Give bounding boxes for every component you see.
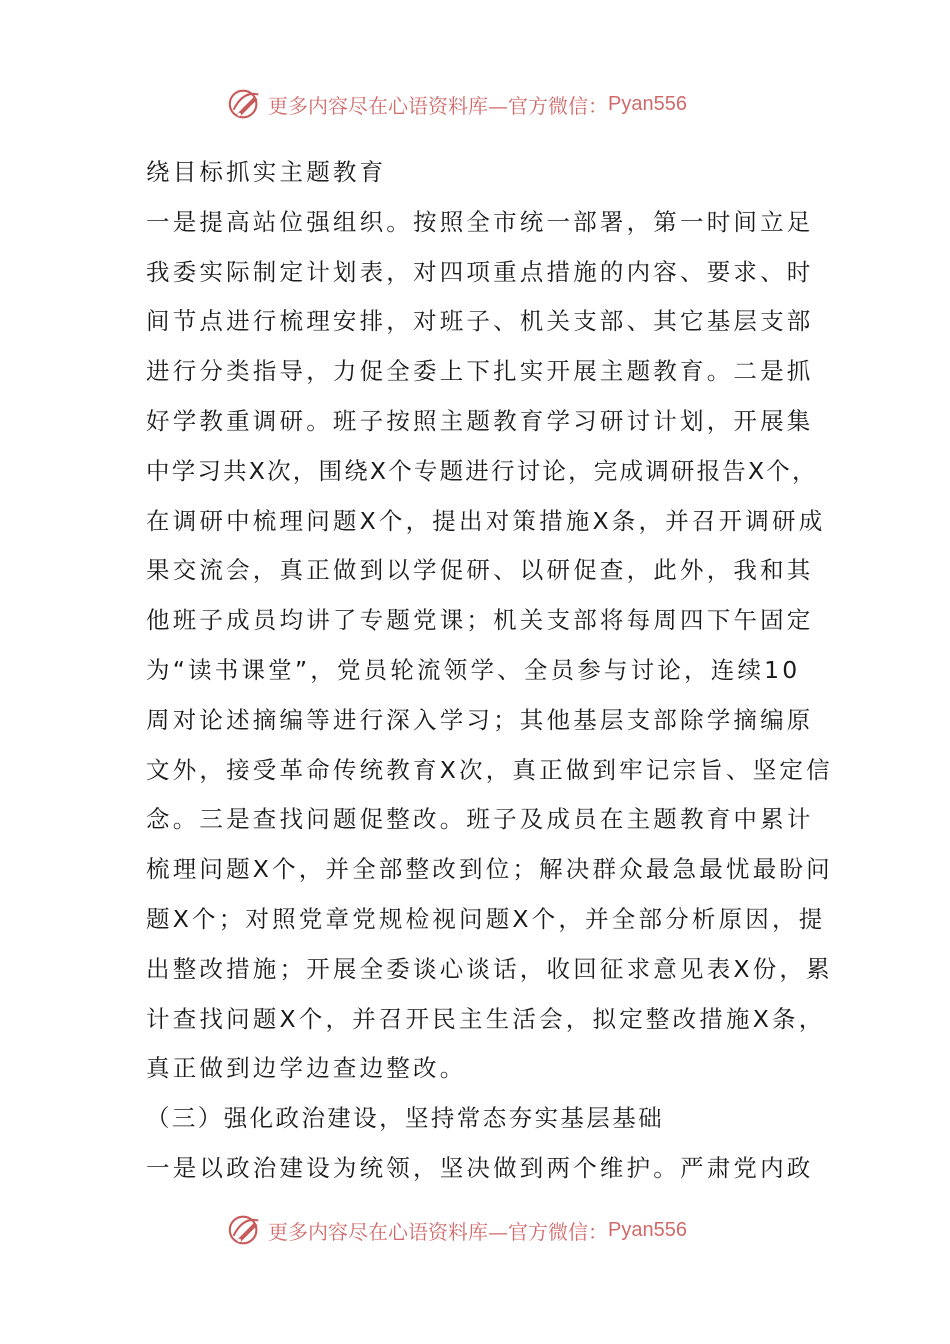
text-line: 果交流会，真正做到以学促研、以研促查，此外，我和其 (146, 556, 814, 585)
pen-nib-logo-icon (226, 1211, 264, 1249)
text-line: 计查找问题X个，并召开民主生活会，拟定整改措施X条， (146, 1004, 826, 1033)
text-line: 进行分类指导，力促全委上下扎实开展主题教育。二是抓 (146, 357, 814, 386)
text-line: 文外，接受革命传统教育X次，真正做到牢记宗旨、坚定信 (146, 755, 833, 784)
watermark-text: 更多内容尽在心语资料库—官方微信： (268, 1219, 608, 1244)
text-line: 一是以政治建设为统领，坚决做到两个维护。严肃党内政 (146, 1153, 814, 1182)
text-line: 梳理问题X个，并全部整改到位；解决群众最急最忧最盼问 (146, 855, 833, 884)
text-line: 出整改措施；开展全委谈心谈话，收回征求意见表X份，累 (146, 954, 833, 983)
text-line: 为“读书课堂”，党员轮流领学、全员参与讨论，连续10 (146, 655, 801, 684)
text-line: 绕目标抓实主题教育 (146, 158, 387, 186)
text-line: 真正做到边学边查边整改。 (146, 1054, 467, 1083)
watermark-text: 更多内容尽在心语资料库—官方微信： (268, 93, 608, 118)
text-line: 念。三是查找问题促整改。班子及成员在主题教育中累计 (146, 805, 814, 834)
text-line: 一是提高站位强组织。按照全市统一部署，第一时间立足 (146, 207, 814, 236)
text-line: 好学教重调研。班子按照主题教育学习研讨计划，开展集 (146, 406, 814, 435)
header-watermark (226, 82, 687, 126)
text-line: 周对论述摘编等进行深入学习；其他基层支部除学摘编原 (146, 705, 814, 734)
footer-watermark (226, 1208, 687, 1252)
text-line: 他班子成员均讲了专题党课；机关支部将每周四下午固定 (146, 606, 814, 635)
document-body (146, 148, 833, 1194)
text-line: 我委实际制定计划表，对四项重点措施的内容、要求、时 (146, 257, 814, 286)
text-line: 在调研中梳理问题X个，提出对策措施X条，并召开调研成 (146, 506, 826, 535)
watermark-wechat-id: Pyan556 (608, 1218, 687, 1241)
text-line: 题X个；对照党章党规检视问题X个，并全部分析原因，提 (146, 904, 826, 933)
text-line: 中学习共X次，围绕X个专题进行讨论，完成调研报告X个， (146, 456, 818, 485)
pen-nib-logo-icon (226, 85, 264, 123)
section-heading: （三）强化政治建设，坚持常态夯实基层基础 (146, 1104, 664, 1133)
text-line: 间节点进行梳理安排，对班子、机关支部、其它基层支部 (146, 307, 814, 336)
watermark-wechat-id: Pyan556 (608, 92, 687, 115)
